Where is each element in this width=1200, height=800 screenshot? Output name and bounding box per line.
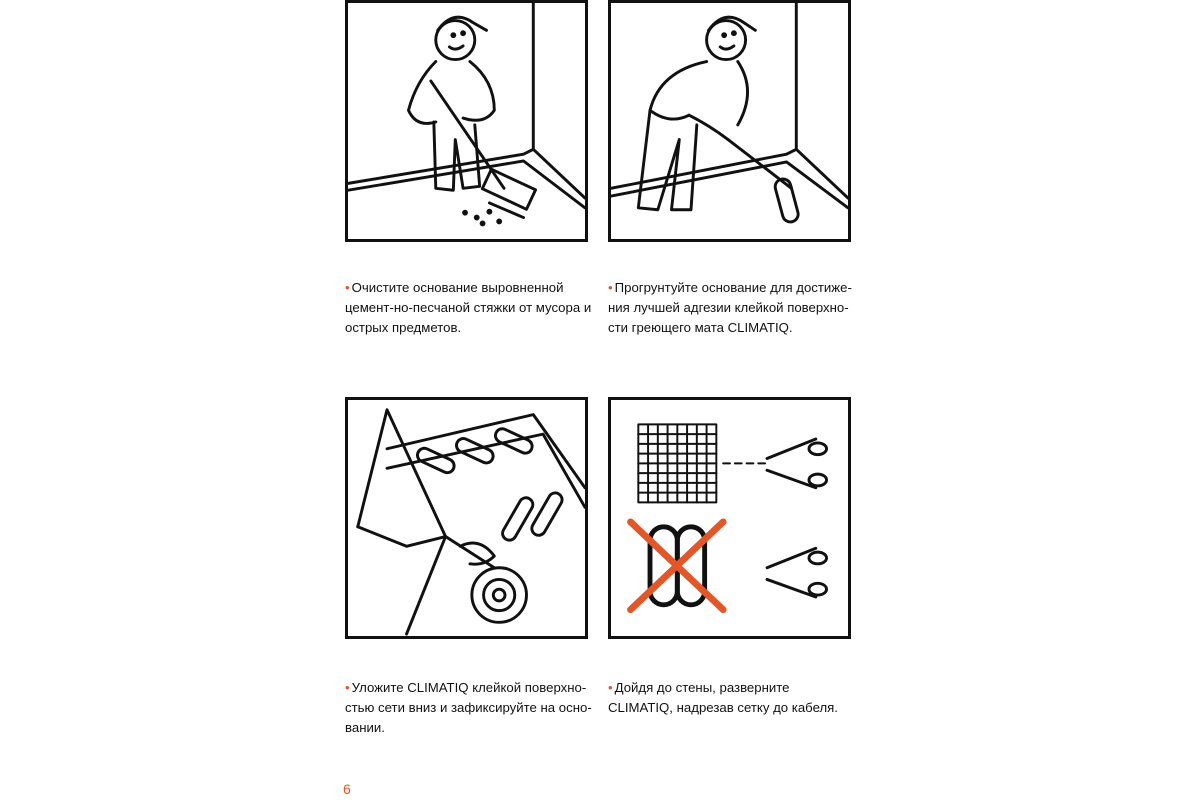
step-4-text: Дойдя до стены, разверните CLIMATIQ, надрезав сетку до кабеля.: [608, 680, 838, 715]
bullet-marker: •: [345, 680, 350, 695]
mat-roll-icon: [348, 400, 585, 636]
paint-roller-icon: [611, 3, 848, 239]
mesh-grid-icon: [638, 424, 716, 502]
illustration-priming: [608, 0, 851, 242]
illustration-sweeping: [345, 0, 588, 242]
bullet-marker: •: [608, 680, 613, 695]
step-3-caption: [345, 678, 603, 738]
step-2-text: Прогрунтуйте основание для достиже-ния лучшей адгезии клейкой поверхно-сти греющего мата CLIMATIQ.: [608, 280, 852, 335]
page-number: 6: [343, 781, 351, 797]
step-3-text: Уложите CLIMATIQ клейкой поверхно-стью сети вниз и зафиксируйте на осно-вании.: [345, 680, 592, 735]
step-1-caption: [345, 278, 603, 338]
mesh-and-scissors: [611, 400, 848, 636]
crossed-loop-icon: [631, 522, 724, 610]
illustration-laying-mat: [345, 397, 588, 639]
step-4-caption: [608, 678, 858, 718]
bullet-marker: •: [345, 280, 350, 295]
step-2-caption: [608, 278, 858, 338]
step-1-text: Очистите основание выровненной цемент-но-песчаной стяжки от мусора и острых предметов.: [345, 280, 592, 335]
illustration-cutting-mesh: [608, 397, 851, 639]
scissors-icon: [767, 439, 826, 488]
scissors-icon: [767, 548, 826, 597]
bullet-marker: •: [608, 280, 613, 295]
broom-icon: [348, 3, 585, 239]
